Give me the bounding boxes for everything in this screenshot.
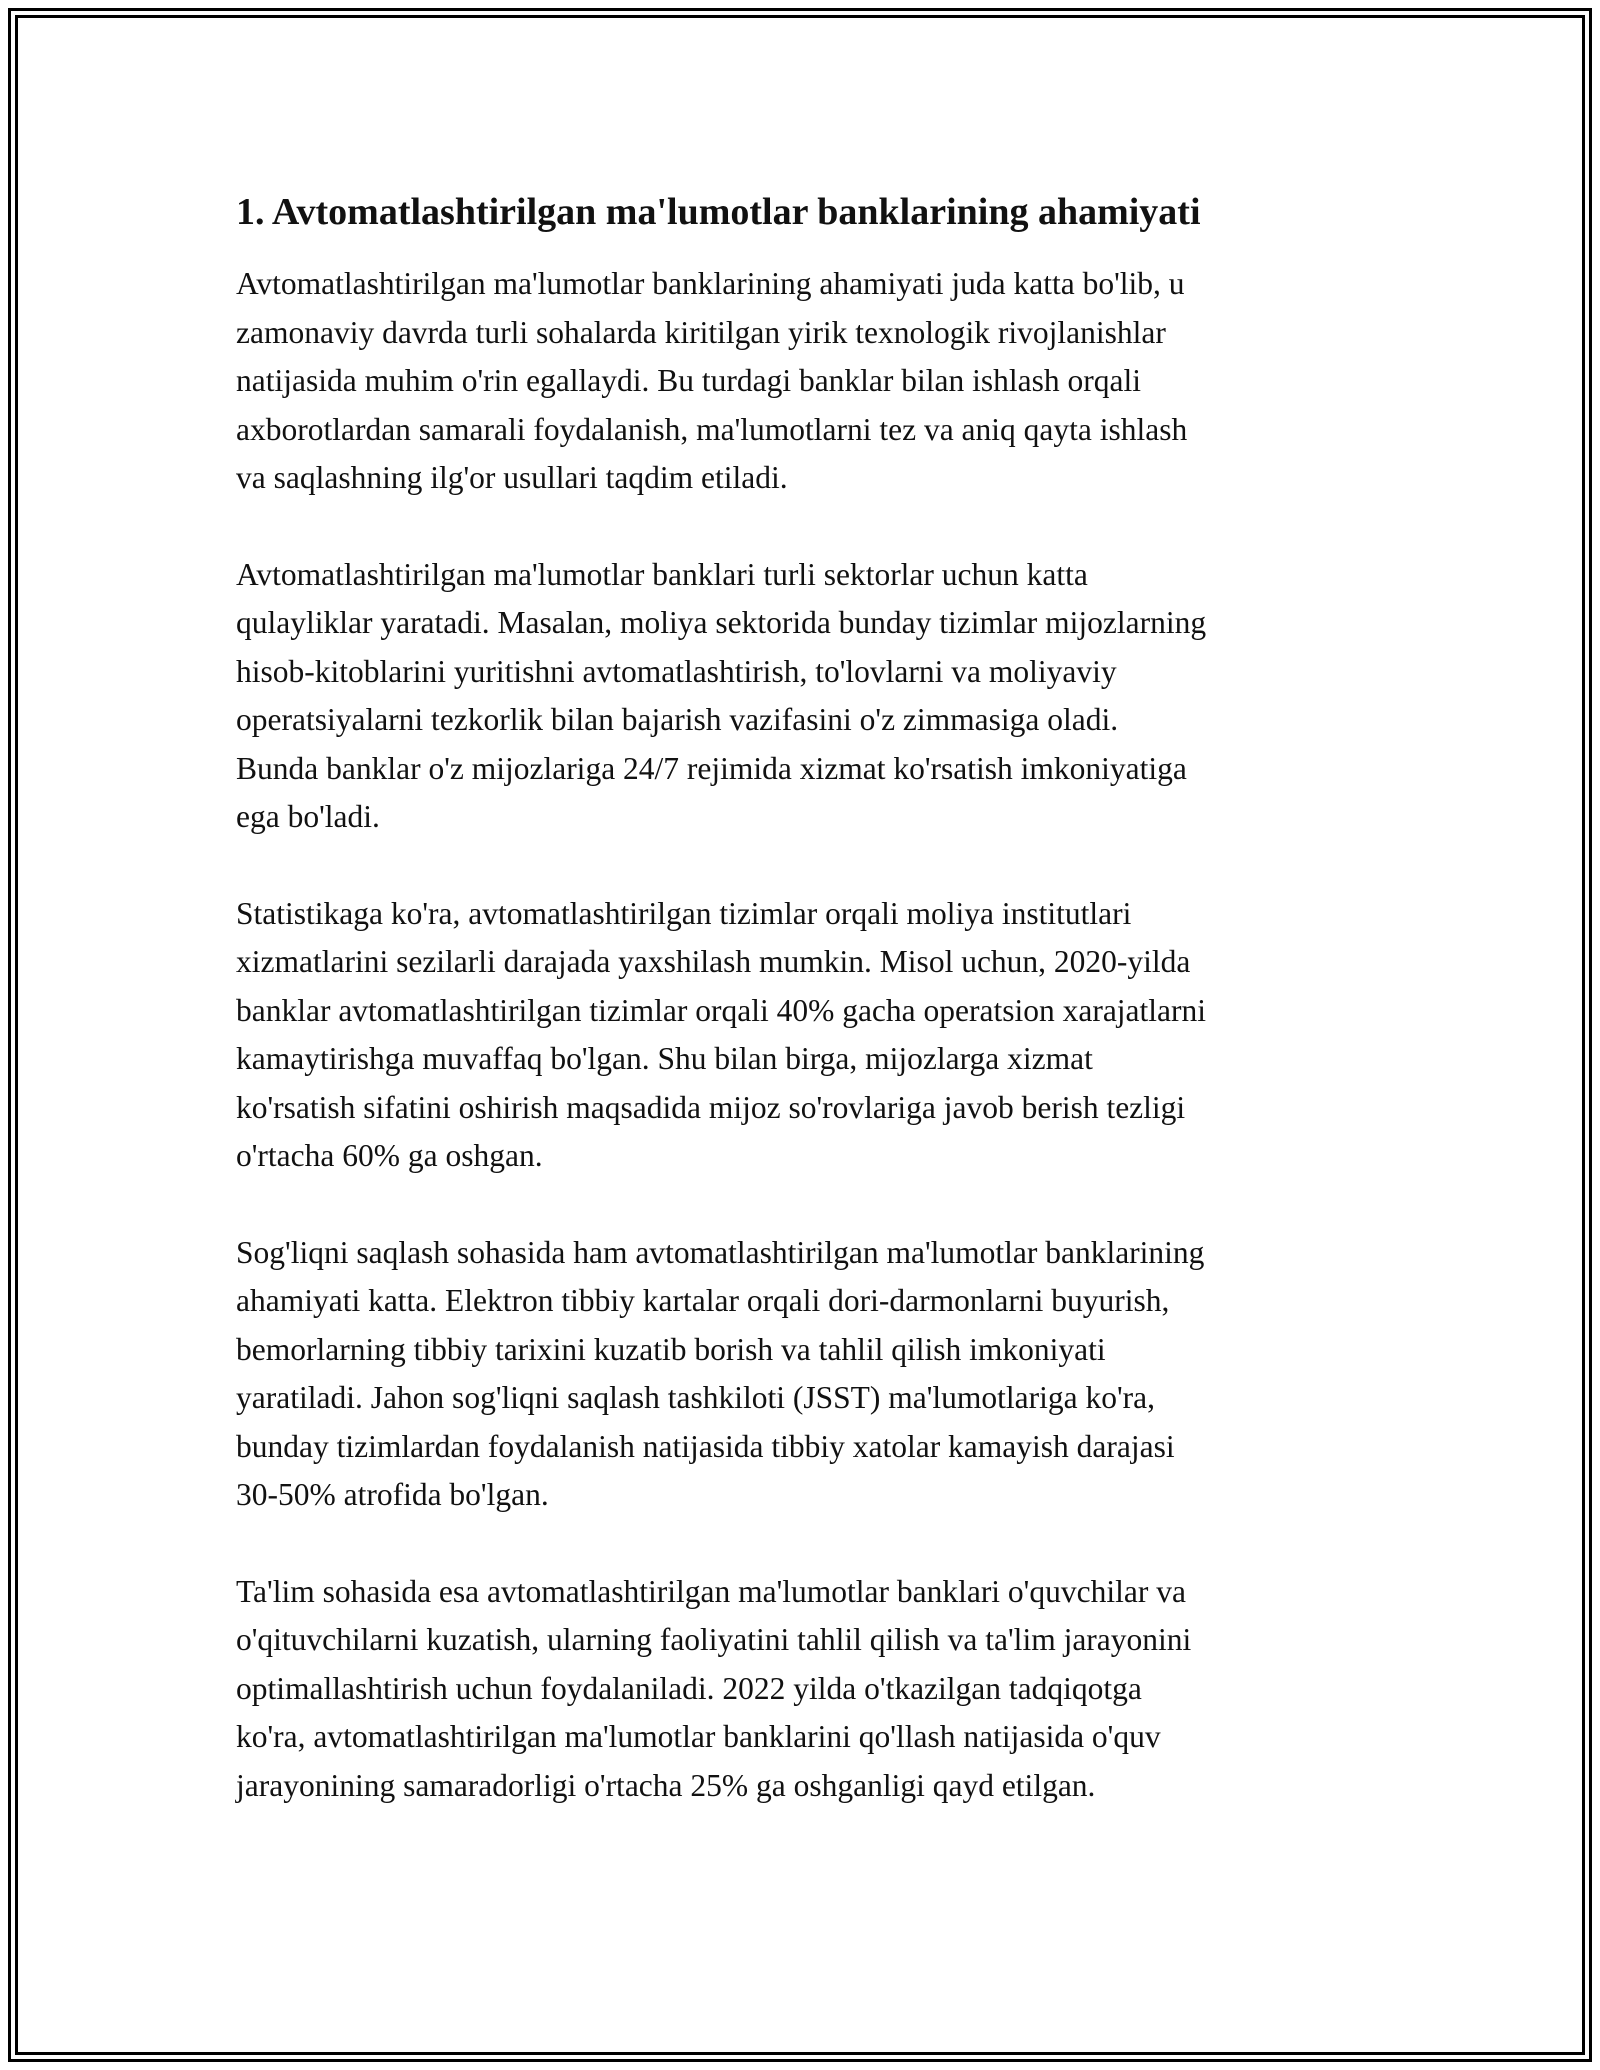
paragraph-line: natijasida muhim o'rin egallaydi. Bu turdagi banklar bilan ishlash orqali: [236, 363, 1141, 398]
paragraph-line: zamonaviy davrda turli sohalarda kiritilgan yirik texnologik rivojlanishlar: [236, 314, 1166, 350]
paragraph: [236, 551, 1386, 842]
paragraph-line: hisob-kitoblarini yuritishni avtomatlashtirish, to'lovlarni va moliyaviy: [236, 653, 1117, 689]
paragraph-line: ahamiyati katta. Elektron tibbiy kartalar orqali dori-darmonlarni buyurish,: [236, 1283, 1170, 1318]
paragraph-line: ko'ra, avtomatlashtirilgan ma'lumotlar banklarini qo'llash natijasida o'quv: [236, 1719, 1161, 1754]
paragraph-line: ko'rsatish sifatini oshirish maqsadida mijoz so'rovlariga javob berish tezligi: [236, 1089, 1186, 1125]
paragraph-line: bunday tizimlardan foydalanish natijasida tibbiy xatolar kamayish darajasi: [236, 1428, 1175, 1464]
paragraph-line: banklar avtomatlashtirilgan tizimlar orqali 40% gacha operatsion xarajatlarni: [236, 992, 1207, 1028]
paragraph-line: xizmatlarini sezilarli darajada yaxshilash mumkin. Misol uchun, 2020-yilda: [236, 944, 1191, 979]
paragraph-line: bemorlarning tibbiy tarixini kuzatib borish va tahlil qilish imkoniyati: [236, 1331, 1106, 1367]
paragraph: [236, 1229, 1386, 1520]
paragraph-line: o'rtacha 60% ga oshgan.: [236, 1138, 543, 1173]
paragraph-line: ega bo'ladi.: [236, 799, 380, 834]
document-body: [236, 190, 1386, 1858]
paragraph-line: yaratiladi. Jahon sog'liqni saqlash tashkiloti (JSST) ma'lumotlariga ko'ra,: [236, 1380, 1156, 1415]
paragraph-line: Avtomatlashtirilgan ma'lumotlar banklari turli sektorlar uchun katta: [236, 556, 1088, 592]
paragraph-line: Avtomatlashtirilgan ma'lumotlar banklarining ahamiyati juda katta bo'lib, u: [236, 266, 1185, 301]
paragraph-line: 30-50% atrofida bo'lgan.: [236, 1477, 549, 1512]
paragraph-line: qulayliklar yaratadi. Masalan, moliya sektorida bunday tizimlar mijozlarning: [236, 605, 1207, 640]
paragraph-line: va saqlashning ilg'or usullari taqdim etiladi.: [236, 460, 788, 495]
paragraph-line: o'qituvchilarni kuzatish, ularning faoliyatini tahlil qilish va ta'lim jarayonini: [236, 1622, 1192, 1657]
paragraph: [236, 890, 1386, 1181]
paragraph-line: Sog'liqni saqlash sohasida ham avtomatlashtirilgan ma'lumotlar banklarining: [236, 1234, 1205, 1270]
paragraph: [236, 260, 1386, 503]
section-heading: 1. Avtomatlashtirilgan ma'lumotlar banklarining ahamiyati: [236, 191, 1201, 233]
paragraph-line: operatsiyalarni tezkorlik bilan bajarish vazifasini o'z zimmasiga oladi.: [236, 702, 1119, 737]
paragraph-container: [236, 260, 1386, 1810]
paragraph-line: Statistikaga ko'ra, avtomatlashtirilgan tizimlar orqali moliya institutlari: [236, 895, 1132, 931]
paragraph-line: Bunda banklar o'z mijozlariga 24/7 rejimida xizmat ko'rsatish imkoniyatiga: [236, 750, 1187, 786]
paragraph-line: jarayonining samaradorligi o'rtacha 25% ga oshganligi qayd etilgan.: [236, 1767, 1096, 1803]
paragraph-line: axborotlardan samarali foydalanish, ma'lumotlarni tez va aniq qayta ishlash: [236, 411, 1188, 447]
paragraph: [236, 1568, 1386, 1811]
paragraph-line: kamaytirishga muvaffaq bo'lgan. Shu bilan birga, mijozlarga xizmat: [236, 1041, 1093, 1076]
paragraph-line: Ta'lim sohasida esa avtomatlashtirilgan ma'lumotlar banklari o'quvchilar va: [236, 1573, 1186, 1609]
paragraph-line: optimallashtirish uchun foydalaniladi. 2022 yilda o'tkazilgan tadqiqotga: [236, 1670, 1142, 1706]
